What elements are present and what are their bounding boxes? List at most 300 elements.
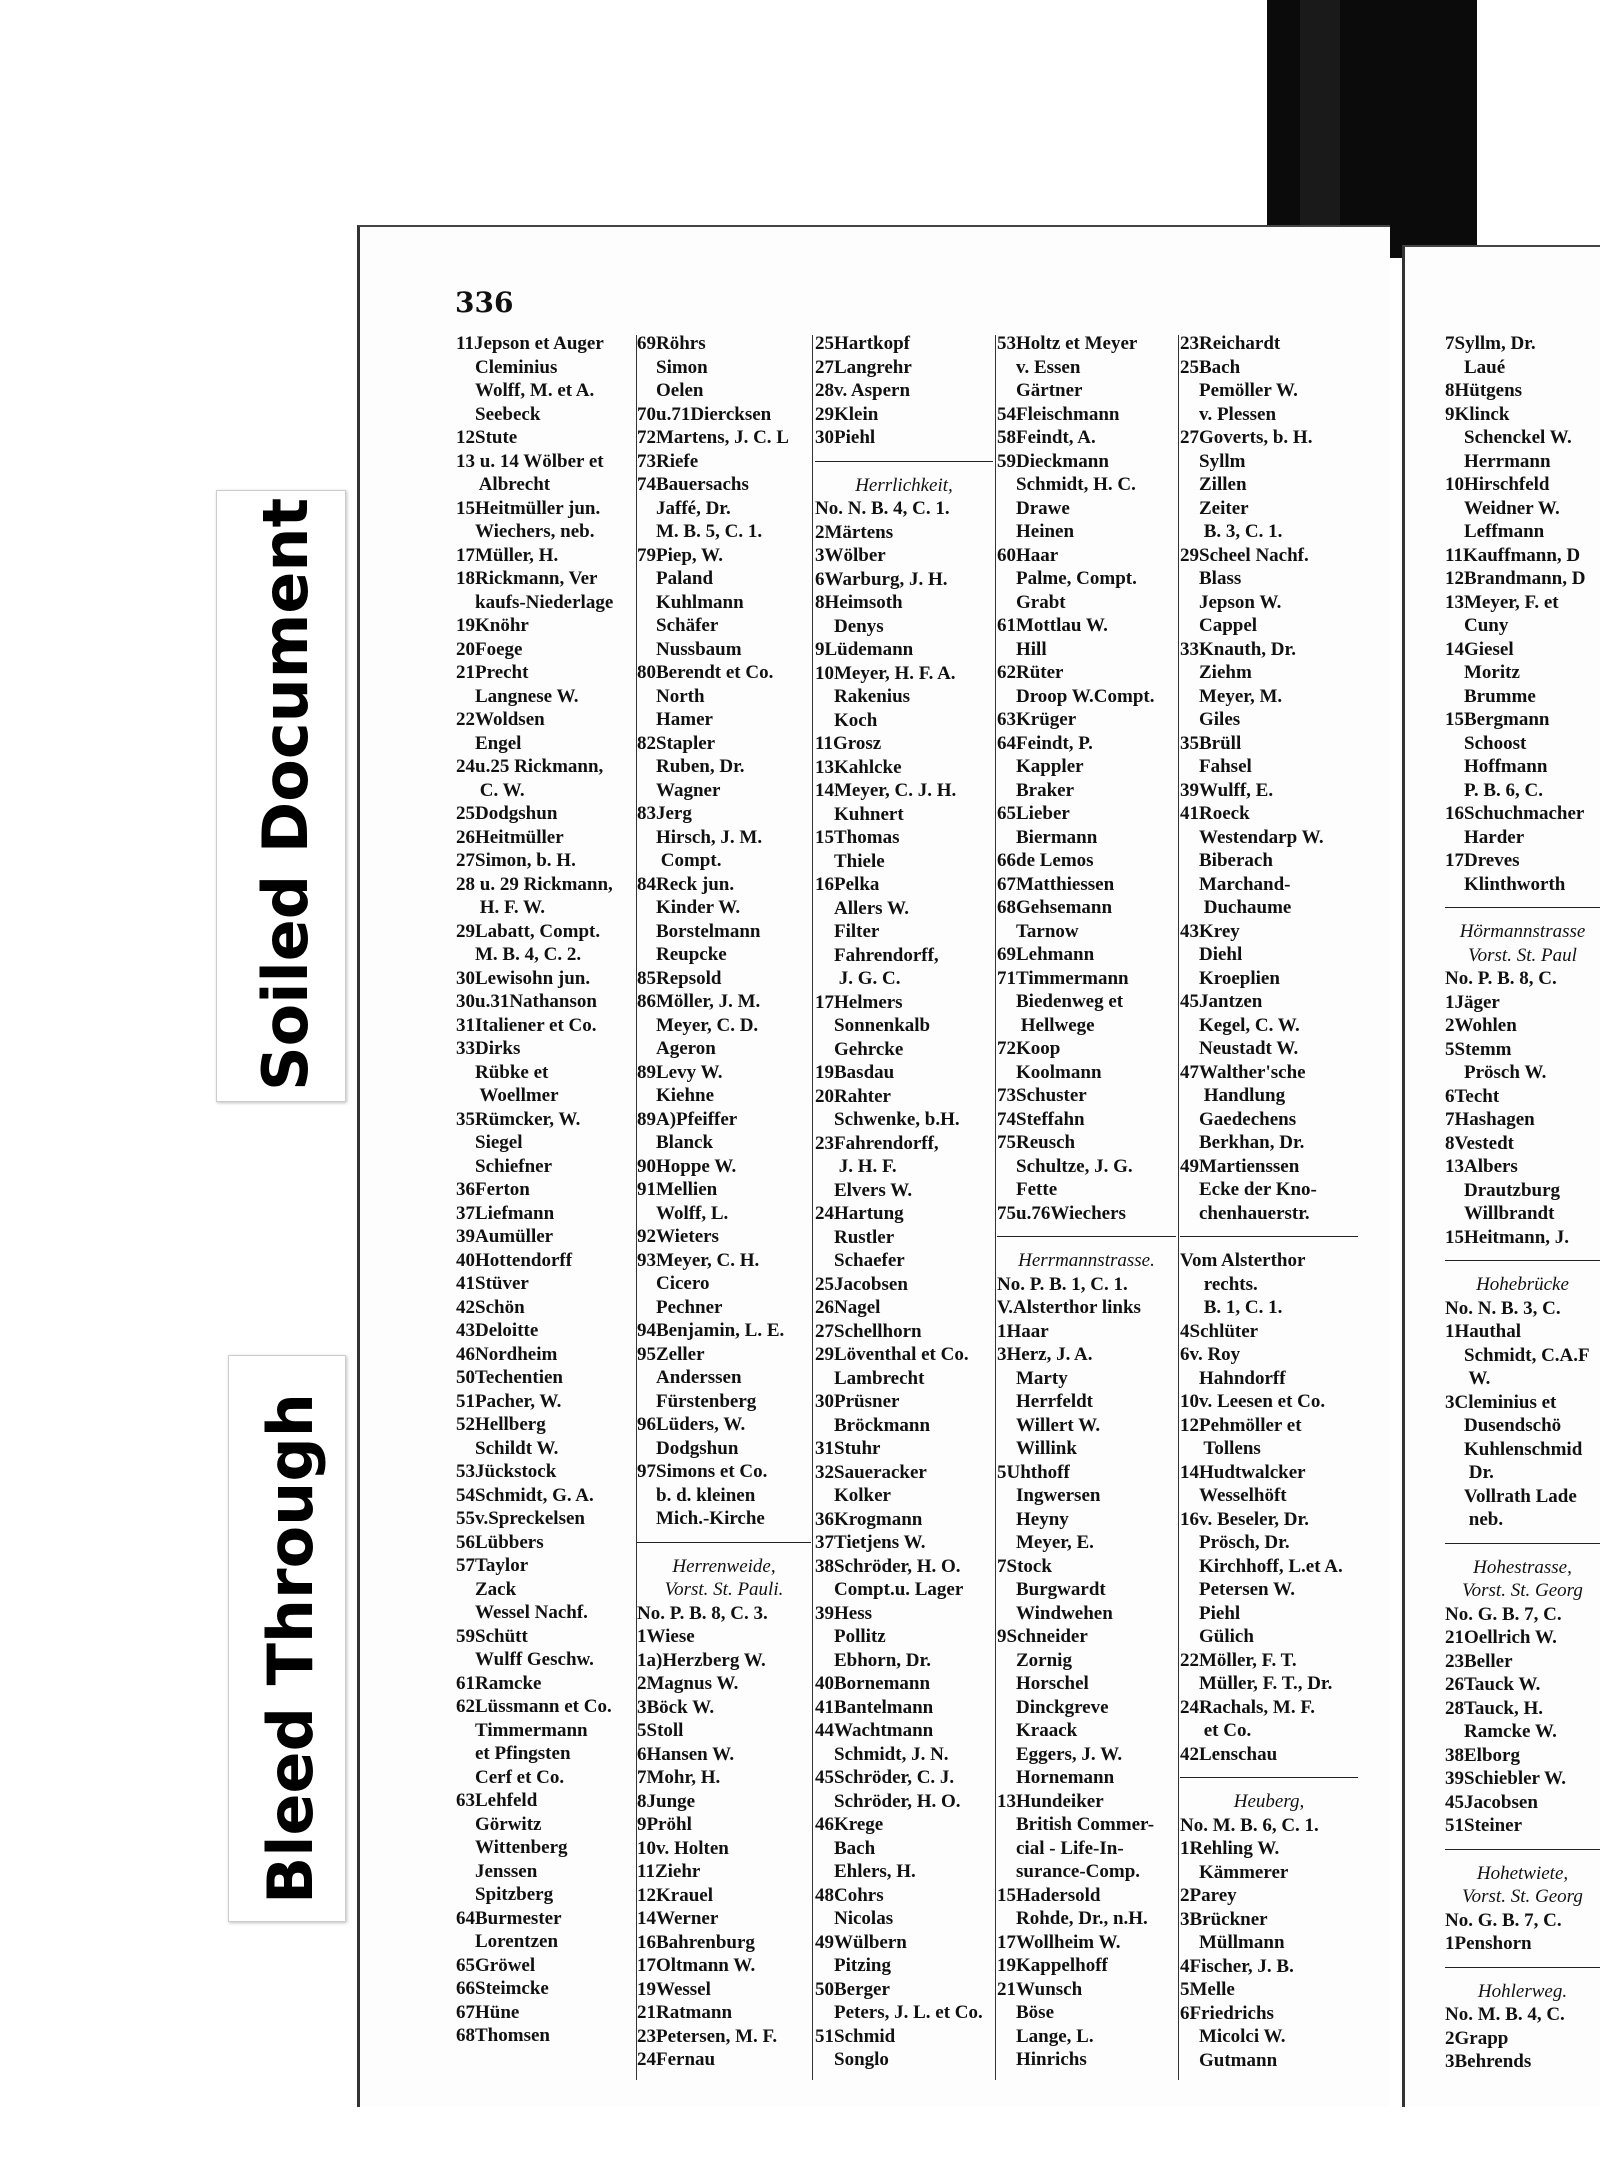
directory-entry: Laué	[1445, 356, 1506, 378]
directory-entry: Zack	[456, 1578, 517, 1600]
soiled-document-label-text: Soiled Document	[249, 497, 322, 1091]
directory-entry: North	[637, 685, 705, 707]
directory-entry: Borstelmann	[637, 920, 761, 942]
directory-entry: 2Parey	[1180, 1885, 1237, 1906]
directory-entry: Burgwardt	[997, 1579, 1106, 1600]
directory-entry: Seebeck	[456, 403, 541, 425]
directory-entry: 60Haar	[997, 544, 1059, 566]
directory-entry: Neustadt W.	[1180, 1038, 1299, 1059]
directory-entry: 17Müller, H.	[456, 544, 559, 566]
directory-entry: Gehrcke	[815, 1038, 904, 1060]
directory-entry: 9Lüdemann	[815, 639, 914, 660]
directory-entry: 68Thomsen	[456, 2025, 550, 2046]
directory-entry: No. P. B. 8, C. 3.	[637, 1602, 768, 1624]
directory-entry: Gaedechens	[1180, 1108, 1297, 1130]
directory-entry: 29Löventhal et Co.	[815, 1344, 969, 1365]
directory-entry: Lange, L.	[997, 2025, 1094, 2047]
directory-entry: Windwehen	[997, 1602, 1113, 1624]
directory-entry: Wagner	[637, 779, 721, 801]
directory-entry: Oelen	[637, 380, 704, 401]
column-divider	[995, 335, 996, 2080]
directory-entry: 14Hudtwalcker	[1180, 1461, 1306, 1483]
directory-entry: 53Jückstock	[456, 1461, 557, 1482]
directory-entry: Willert W.	[997, 1414, 1101, 1436]
directory-entry: 17Wollheim W.	[997, 1931, 1121, 1953]
directory-entry: Moritz	[1445, 662, 1520, 683]
directory-entry: Rohde, Dr., n.H.	[997, 1908, 1148, 1929]
directory-entry: Kuhlenschmid	[1445, 1438, 1583, 1460]
section-rule	[1445, 1249, 1600, 1261]
directory-entry: Rustler	[815, 1226, 895, 1248]
directory-entry: 11Grosz	[815, 733, 882, 754]
directory-entry: Böse	[997, 2002, 1054, 2023]
directory-entry: 23Reichardt	[1180, 333, 1281, 354]
directory-entry: 10v. Holten	[637, 1837, 729, 1859]
directory-entry: 63Lehfeld	[456, 1790, 538, 1811]
directory-entry: Weidner W.	[1445, 497, 1560, 519]
section-rule	[997, 1225, 1176, 1237]
directory-entry: 3Cleminius et	[1445, 1391, 1557, 1413]
directory-entry: Mich.-Kirche	[637, 1508, 765, 1529]
directory-entry: 1Rehling W.	[1180, 1838, 1280, 1859]
directory-entry: Jaffé, Dr.	[637, 497, 731, 519]
directory-entry: 33Dirks	[456, 1038, 521, 1059]
directory-entry: 3Behrends	[1445, 2051, 1532, 2072]
directory-entry: 10v. Leesen et Co.	[1180, 1391, 1326, 1412]
directory-entry: 40Bornemann	[815, 1673, 931, 1694]
directory-entry: cial - Life-In-	[997, 1837, 1124, 1859]
directory-entry: Syllm	[1180, 450, 1246, 472]
directory-entry: Schmidt, J. N.	[815, 1743, 949, 1765]
directory-entry: rechts.	[1180, 1273, 1258, 1295]
directory-entry: C. W.	[456, 779, 525, 801]
directory-entry: 92Wieters	[637, 1226, 719, 1247]
directory-entry: Pitzing	[815, 1955, 891, 1976]
directory-entry: Zillen	[1180, 474, 1247, 495]
directory-entry: Thiele	[815, 850, 885, 872]
street-heading: Hohlerweg.	[1477, 1980, 1568, 2002]
directory-entry: Koolmann	[997, 1061, 1102, 1083]
directory-entry: 16Schuchmacher	[1445, 803, 1585, 824]
directory-entry: 27Langrehr	[815, 356, 912, 378]
directory-entry: Albrecht	[456, 474, 551, 495]
directory-entry: 43Krey	[1180, 920, 1240, 942]
directory-entry: Görwitz	[456, 1813, 542, 1835]
directory-entry: Micolci W.	[1180, 2026, 1286, 2047]
directory-entry: Timmermann	[456, 1719, 588, 1741]
directory-entry: Siegel	[456, 1132, 523, 1153]
directory-entry: 69Lehmann	[997, 944, 1095, 965]
directory-entry: 15Hadersold	[997, 1884, 1101, 1906]
directory-entry: 24u.25 Rickmann,	[456, 756, 604, 777]
directory-entry: Cerf et Co.	[456, 1766, 565, 1788]
street-heading: Herrlichkeit,	[855, 474, 953, 496]
directory-entry: Schenckel W.	[1445, 427, 1572, 448]
directory-column-4	[997, 332, 1176, 2072]
directory-entry: Brumme	[1445, 685, 1536, 707]
directory-entry: Horschel	[997, 1673, 1089, 1694]
directory-entry: 9Klinck	[1445, 403, 1510, 425]
directory-entry: Woellmer	[456, 1085, 559, 1106]
directory-entry: Gutmann	[1180, 2049, 1278, 2071]
directory-entry: 51Schmid	[815, 2025, 896, 2047]
directory-entry: 80Berendt et Co.	[637, 662, 774, 683]
directory-entry: M. B. 5, C. 1.	[637, 521, 763, 542]
directory-entry: 16Pelka	[815, 874, 880, 895]
directory-entry: Prösch W.	[1445, 1062, 1547, 1083]
directory-entry: W.	[1445, 1368, 1491, 1389]
section-rule	[1445, 1956, 1600, 1968]
directory-entry: 21Precht	[456, 662, 529, 683]
directory-entry: et Pfingsten	[456, 1743, 571, 1764]
directory-entry: Kappler	[997, 756, 1084, 777]
directory-entry: Kirchhoff, L.et A.	[1180, 1555, 1343, 1577]
directory-entry: Marty	[997, 1367, 1068, 1389]
directory-entry: Biedenweg et	[997, 991, 1124, 1012]
directory-entry: 43Deloitte	[456, 1320, 539, 1341]
directory-entry: 50Techentien	[456, 1367, 563, 1388]
directory-entry: 52Hellberg	[456, 1414, 546, 1435]
directory-entry: 19Knöhr	[456, 615, 529, 636]
directory-entry: Zornig	[997, 1649, 1072, 1671]
directory-entry: 54Fleischmann	[997, 403, 1120, 425]
directory-entry: 73Riefe	[637, 450, 699, 472]
directory-entry: 37Tietjens W.	[815, 1532, 926, 1553]
directory-entry: 15Heitmüller jun.	[456, 497, 601, 519]
directory-entry: 62Rüter	[997, 662, 1064, 683]
directory-entry: 19Wessel	[637, 1978, 711, 2000]
directory-entry: 2Grapp	[1445, 2027, 1509, 2049]
street-heading: Hohestrasse,	[1473, 1556, 1572, 1578]
directory-entry: Müller, F. T., Dr.	[1180, 1673, 1333, 1694]
directory-entry: P. B. 6, C.	[1445, 779, 1544, 801]
directory-entry: Ziehm	[1180, 662, 1252, 683]
directory-entry: Schäfer	[637, 615, 719, 636]
directory-entry: 15Thomas	[815, 827, 900, 848]
directory-entry: Elvers W.	[815, 1179, 913, 1201]
directory-entry: 3Böck W.	[637, 1696, 715, 1718]
directory-entry: 51Steiner	[1445, 1815, 1523, 1836]
directory-entry: 39Schiebler W.	[1445, 1768, 1567, 1789]
directory-entry: 19Basdau	[815, 1062, 895, 1083]
directory-entry: Anderssen	[637, 1367, 742, 1388]
directory-entry: Hamer	[637, 709, 713, 730]
directory-entry: Kolker	[815, 1485, 891, 1506]
directory-entry: 27Simon, b. H.	[456, 850, 576, 871]
directory-entry: No. M. B. 6, C. 1.	[1180, 1814, 1319, 1836]
directory-entry: 64Burmester	[456, 1907, 562, 1929]
directory-entry: 91Mellien	[637, 1179, 718, 1200]
directory-entry: 83Jerg	[637, 803, 692, 824]
directory-entry: 29Labatt, Compt.	[456, 920, 601, 942]
directory-entry: kaufs-Niederlage	[456, 591, 614, 613]
directory-entry: 6Warburg, J. H.	[815, 568, 948, 590]
directory-entry: Cappel	[1180, 615, 1258, 636]
directory-entry: Wittenberg	[456, 1837, 568, 1858]
directory-entry: 15Bergmann	[1445, 709, 1550, 730]
directory-entry: Cleminius	[456, 356, 558, 378]
directory-entry: 26Heitmüller	[456, 826, 564, 848]
directory-entry: 96Lüders, W.	[637, 1414, 746, 1435]
directory-entry: 17Oltmann W.	[637, 1955, 756, 1976]
directory-entry: No. N. B. 3, C.	[1445, 1297, 1561, 1319]
directory-entry: 13Meyer, F. et	[1445, 591, 1559, 613]
directory-entry: Filter	[815, 921, 880, 942]
directory-entry: 30Piehl	[815, 427, 876, 448]
directory-entry: 65Gröwel	[456, 1954, 536, 1976]
directory-entry: 39Hess	[815, 1602, 872, 1624]
directory-entry: Compt.	[637, 850, 722, 871]
directory-entry: 46Nordheim	[456, 1343, 558, 1365]
directory-entry: 49Martienssen	[1180, 1155, 1300, 1177]
directory-entry: 14Werner	[637, 1908, 719, 1929]
directory-entry: Willink	[997, 1438, 1077, 1459]
directory-entry: 58Feindt, A.	[997, 427, 1096, 448]
directory-entry: J. H. F.	[815, 1156, 897, 1177]
directory-entry: Wessel Nachf.	[456, 1602, 588, 1623]
directory-entry: 51Pacher, W.	[456, 1390, 562, 1412]
directory-entry: Allers W.	[815, 897, 909, 919]
directory-entry: Wolff, M. et A.	[456, 380, 595, 401]
directory-entry: J. G. C.	[815, 968, 901, 989]
directory-entry: Pechner	[637, 1296, 723, 1318]
directory-entry: Vollrath Lade	[1445, 1485, 1577, 1507]
directory-entry: Hellwege	[997, 1014, 1095, 1036]
directory-entry: 13Hundeiker	[997, 1790, 1104, 1812]
directory-entry: surance-Comp.	[997, 1861, 1141, 1882]
directory-entry: 69Röhrs	[637, 333, 706, 354]
directory-entry: 36Krogmann	[815, 1508, 923, 1530]
directory-entry: Kroeplien	[1180, 967, 1280, 989]
directory-entry: 30Lewisohn jun.	[456, 967, 591, 989]
directory-entry: b. d. kleinen	[637, 1484, 756, 1506]
column-divider	[1178, 335, 1179, 2080]
directory-entry: 73Schuster	[997, 1085, 1087, 1106]
directory-entry: 27Schellhorn	[815, 1320, 922, 1342]
directory-entry: 62Lüssmann et Co.	[456, 1696, 612, 1717]
directory-entry: 7Stock	[997, 1555, 1052, 1577]
directory-entry: 31Italiener et Co.	[456, 1014, 597, 1036]
directory-entry: Schultze, J. G.	[997, 1155, 1133, 1177]
directory-entry: Dr.	[1445, 1462, 1494, 1483]
directory-entry: 15Heitmann, J.	[1445, 1226, 1570, 1248]
section-rule	[1445, 1838, 1600, 1850]
section-rule	[1445, 1532, 1600, 1544]
directory-entry: v. Plessen	[1180, 403, 1277, 425]
directory-entry: 28 u. 29 Rickmann,	[456, 873, 613, 895]
street-heading: Heuberg,	[1233, 1791, 1305, 1812]
directory-entry: Biberach	[1180, 850, 1273, 871]
directory-entry: 84Reck jun.	[637, 873, 735, 895]
directory-entry: Prösch, Dr.	[1180, 1532, 1290, 1553]
section-rule	[1445, 896, 1600, 908]
directory-entry: 45Jantzen	[1180, 991, 1263, 1012]
directory-entry: 68Gehsemann	[997, 897, 1113, 918]
directory-entry: Schildt W.	[456, 1437, 559, 1459]
directory-entry: Eggers, J. W.	[997, 1743, 1123, 1765]
directory-entry: chenhauerstr.	[1180, 1202, 1310, 1224]
directory-entry: Kegel, C. W.	[1180, 1014, 1300, 1036]
directory-entry: No. N. B. 4, C. 1.	[815, 498, 950, 519]
directory-entry: Koch	[815, 709, 878, 731]
directory-entry: 25Bach	[1180, 356, 1241, 378]
directory-entry: 70u.71Diercksen	[637, 403, 772, 425]
directory-entry: Kinder W.	[637, 897, 741, 918]
directory-entry: 30Prüsner	[815, 1391, 900, 1412]
directory-entry: 21Ratmann	[637, 2002, 733, 2023]
directory-entry: No. M. B. 4, C.	[1445, 2004, 1565, 2025]
directory-entry: Schwenke, b.H.	[815, 1109, 960, 1130]
directory-entry: 22Möller, F. T.	[1180, 1649, 1297, 1671]
directory-entry: 24Rachals, M. F.	[1180, 1696, 1315, 1718]
directory-entry: 3Brückner	[1180, 1908, 1268, 1930]
directory-entry: 95Zeller	[637, 1343, 705, 1365]
section-rule	[1180, 1766, 1358, 1778]
directory-entry: Drautzburg	[1445, 1179, 1561, 1201]
directory-column-6	[1445, 332, 1600, 2074]
directory-entry: 4Schlüter	[1180, 1320, 1259, 1342]
directory-entry: B. 3, C. 1.	[1180, 521, 1283, 542]
directory-entry: No. G. B. 7, C.	[1445, 1603, 1562, 1625]
directory-entry: Meyer, M.	[1180, 685, 1283, 707]
directory-entry: 29Scheel Nachf.	[1180, 544, 1309, 566]
directory-entry: 41Stüver	[456, 1273, 529, 1294]
directory-entry: Braker	[997, 779, 1075, 801]
directory-entry: 25Jacobsen	[815, 1273, 908, 1295]
directory-entry: Herrmann	[1445, 450, 1551, 472]
directory-entry: 35Rümcker, W.	[456, 1108, 581, 1130]
directory-entry: 71Timmermann	[997, 967, 1129, 989]
directory-entry: Bach	[815, 1837, 876, 1859]
directory-entry: 38Schröder, H. O.	[815, 1555, 961, 1577]
column-divider	[812, 335, 813, 2080]
directory-entry: M. B. 4, C. 2.	[456, 944, 582, 965]
directory-entry: Kiehne	[637, 1085, 715, 1106]
directory-entry: 63Krüger	[997, 709, 1077, 730]
directory-entry: 89Levy W.	[637, 1061, 723, 1083]
directory-entry: 38Elborg	[1445, 1744, 1520, 1766]
directory-entry: 16v. Beseler, Dr.	[1180, 1508, 1309, 1530]
directory-entry: Meyer, E.	[997, 1532, 1094, 1553]
directory-entry: 61Mottlau W.	[997, 615, 1108, 636]
directory-entry: 8Heimsoth	[815, 592, 903, 613]
directory-entry: 54Schmidt, G. A.	[456, 1484, 594, 1506]
directory-entry: 82Stapler	[637, 732, 716, 754]
directory-entry: Hinrichs	[997, 2049, 1087, 2070]
directory-entry: Harder	[1445, 826, 1525, 848]
directory-entry: Nussbaum	[637, 638, 742, 660]
directory-entry: 61Ramcke	[456, 1672, 542, 1694]
directory-entry: 89A)Pfeiffer	[637, 1108, 738, 1130]
directory-entry: 13Kahlcke	[815, 756, 902, 778]
directory-entry: Droop W.Compt.	[997, 685, 1155, 707]
directory-entry: Dusendschö	[1445, 1415, 1562, 1436]
directory-entry: 9Schneider	[997, 1626, 1088, 1647]
directory-entry: 44Wachtmann	[815, 1720, 934, 1741]
directory-entry: Ageron	[637, 1038, 716, 1059]
directory-entry: 5Melle	[1180, 1979, 1235, 2000]
directory-entry: Herrfeldt	[997, 1391, 1094, 1412]
directory-entry: 18Rickmann, Ver	[456, 568, 598, 589]
directory-entry: 42Lenschau	[1180, 1743, 1278, 1765]
directory-entry: 1a)Herzberg W.	[637, 1649, 766, 1671]
section-rule	[815, 450, 993, 462]
directory-entry: 24Hartung	[815, 1203, 904, 1224]
directory-entry: 3Wölber	[815, 545, 886, 566]
directory-entry: 49Wülbern	[815, 1931, 907, 1953]
directory-entry: Hill	[997, 638, 1047, 660]
directory-entry: 11Jepson et Auger	[456, 333, 604, 354]
directory-entry: 64Feindt, P.	[997, 732, 1093, 754]
street-heading: Vorst. St. Georg	[1462, 1886, 1583, 1907]
directory-entry: Schaefer	[815, 1250, 905, 1271]
directory-entry: 7Hashagen	[1445, 1109, 1535, 1130]
directory-entry: 6Friedrichs	[1180, 2002, 1274, 2024]
directory-column-1	[456, 332, 634, 2048]
street-heading: Hohebrücke	[1476, 1274, 1569, 1295]
directory-entry: 13Albers	[1445, 1156, 1518, 1177]
directory-entry: Schröder, H. O.	[815, 1790, 961, 1812]
directory-entry: 11Ziehr	[637, 1861, 701, 1882]
directory-entry: 9Pröhl	[637, 1814, 692, 1835]
directory-entry: 47Walther'sche	[1180, 1061, 1306, 1083]
page-number: 336	[455, 286, 514, 319]
directory-entry: Ingwersen	[997, 1485, 1101, 1506]
directory-entry: Jepson W.	[1180, 591, 1282, 613]
directory-entry: Engel	[456, 732, 522, 754]
directory-entry: Cuny	[1445, 615, 1509, 636]
directory-entry: 6Techt	[1445, 1085, 1500, 1107]
directory-entry: 25Dodgshun	[456, 803, 558, 824]
directory-entry: Berkhan, Dr.	[1180, 1132, 1305, 1153]
directory-entry: 17Dreves	[1445, 850, 1520, 871]
directory-entry: Heinen	[997, 521, 1075, 542]
directory-entry: Rakenius	[815, 686, 911, 707]
directory-entry: Peters, J. L. et Co.	[815, 2002, 983, 2023]
directory-entry: Handlung	[1180, 1085, 1286, 1106]
directory-entry: 93Meyer, C. H.	[637, 1249, 760, 1271]
directory-entry: Klinthworth	[1445, 873, 1566, 895]
directory-entry: Tarnow	[997, 920, 1079, 942]
directory-entry: 17Helmers	[815, 991, 903, 1013]
directory-entry: 4Fischer, J. B.	[1180, 1955, 1294, 1977]
directory-entry: 41Bantelmann	[815, 1696, 934, 1718]
section-rule	[1180, 1225, 1358, 1237]
directory-entry: Piehl	[1180, 1602, 1241, 1624]
directory-entry: 45Schröder, C. J.	[815, 1767, 955, 1788]
directory-entry: 75Reusch	[997, 1132, 1076, 1153]
directory-entry: 6Hansen W.	[637, 1743, 735, 1765]
directory-entry: 23Petersen, M. F.	[637, 2025, 778, 2047]
directory-entry: 75u.76Wiechers	[997, 1202, 1126, 1224]
directory-entry: 5Stoll	[637, 1720, 684, 1741]
directory-entry: 1Hauthal	[1445, 1321, 1522, 1342]
directory-entry: 6v. Roy	[1180, 1344, 1241, 1365]
directory-entry: Pemöller W.	[1180, 380, 1298, 401]
directory-entry: 86Möller, J. M.	[637, 991, 761, 1012]
directory-entry: Kraack	[997, 1720, 1078, 1741]
directory-entry: 22Woldsen	[456, 709, 545, 730]
directory-entry: 7Syllm, Dr.	[1445, 333, 1536, 354]
directory-entry: 72Martens, J. C. L	[637, 427, 789, 448]
street-heading: Vorst. St. Georg	[1462, 1580, 1583, 1601]
directory-entry: 50Berger	[815, 1978, 890, 2000]
directory-entry: Sonnenkalb	[815, 1015, 931, 1036]
directory-entry: Biermann	[997, 826, 1098, 848]
directory-entry: Ramcke W.	[1445, 1721, 1557, 1742]
directory-entry: Fette	[997, 1179, 1058, 1200]
directory-entry: Hoffmann	[1445, 756, 1548, 777]
